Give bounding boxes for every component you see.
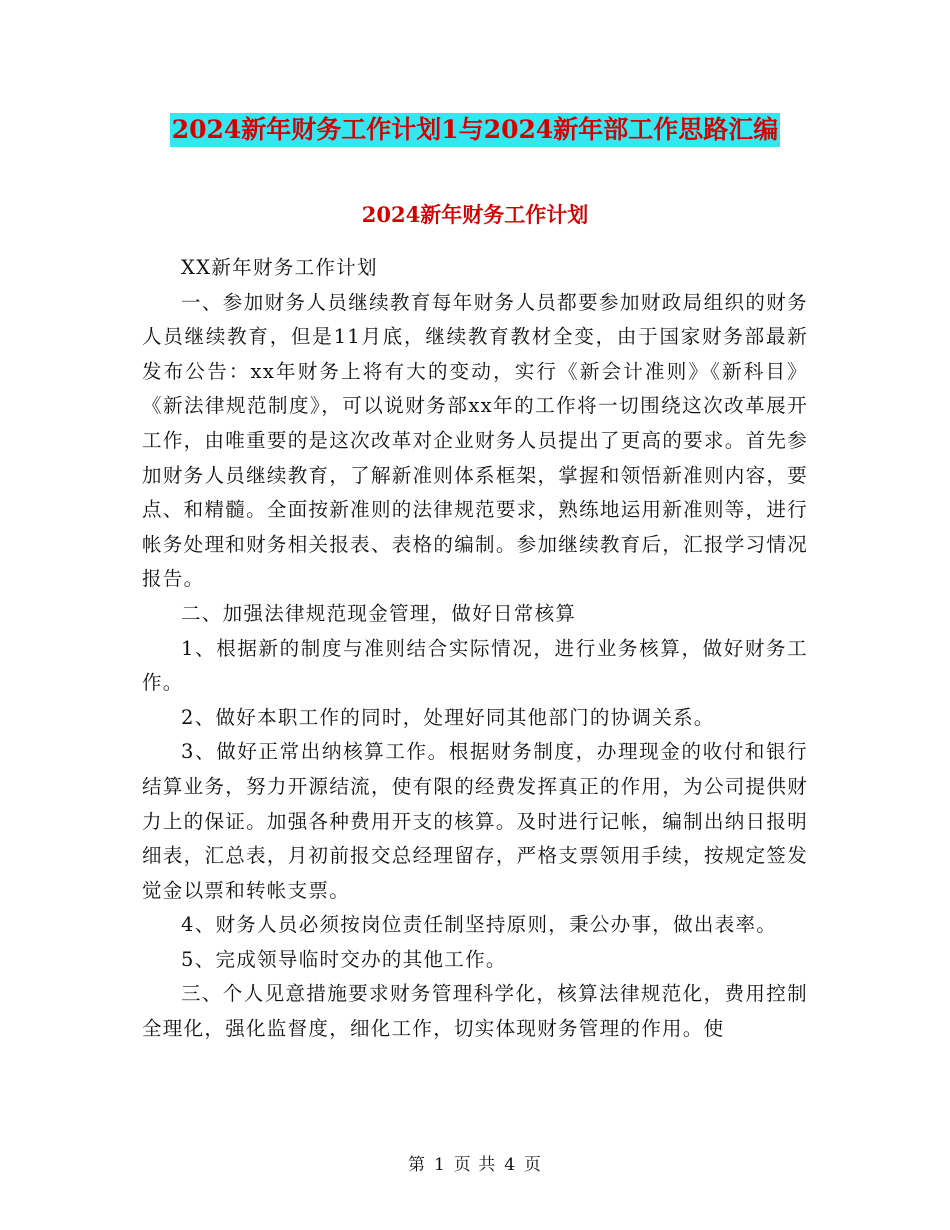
page-label-mid: 页 共 [453,1155,497,1175]
page-number: 1 [433,1155,446,1175]
document-title-container [0,113,950,147]
paragraph: 1、根据新的制度与准则结合实际情况，进行业务核算，做好财务工作。 [142,636,808,695]
paragraph: 3、做好正常出纳核算工作。根据财务制度，办理现金的收付和银行结算业务，努力开源结流，使有限的经费发挥真正的作用，为公司提供财力上的保证。加强各种费用开支的核算。及时进行记帐，编制出纳日报明细表，汇总表，月初前报交总经理留存，严格支票领用手续，按规定签发觉金以票和转帐支票。 [142,740,808,902]
paragraph: 2、做好本职工作的同时，处理好同其他部门的协调关系。 [181,705,715,729]
section-title: 2024新年财务工作计划 [361,202,589,227]
paragraph: 一、参加财务人员继续教育每年财务人员都要参加财政局组织的财务人员继续教育，但是11月底，继续教育教材全变，由于国家财务部最新发布公告：xx年财务上将有大的变动，实行《新会计准则》《新科目》《新法律规范制度》，可以说财务部xx年的工作将一切围绕这次改革展开工作，由唯重要的是这次改革对企业财务人员提出了更高的要求。首先参加财务人员继续教育，了解新准则体系框架，掌握和领悟新准则内容，要点、和精髓。全面按新准则的法律规范要求，熟练地运用新准则等，进行帐务处理和财务相关报表、表格的编制。参加继续教育后，汇报学习情况报告。 [142,290,808,591]
document-title: 2024新年财务工作计划1与2024新年部工作思路汇编 [170,113,781,147]
paragraph: XX新年财务工作计划 [181,256,378,279]
page-label-suffix: 页 [524,1155,543,1175]
total-pages: 4 [504,1155,517,1175]
page-label-prefix: 第 [407,1155,426,1175]
document-body [142,251,808,1047]
page-footer [0,1153,950,1177]
paragraph: 4、财务人员必须按岗位责任制坚持原则，秉公办事，做出表率。 [181,913,778,937]
paragraph: 5、完成领导临时交办的其他工作。 [181,947,507,971]
paragraph: 三、个人见意措施要求财务管理科学化，核算法律规范化，费用控制全理化，强化监督度，细化工作，切实体现财务管理的作用。使 [142,982,808,1041]
paragraph: 二、加强法律规范现金管理，做好日常核算 [181,601,577,625]
